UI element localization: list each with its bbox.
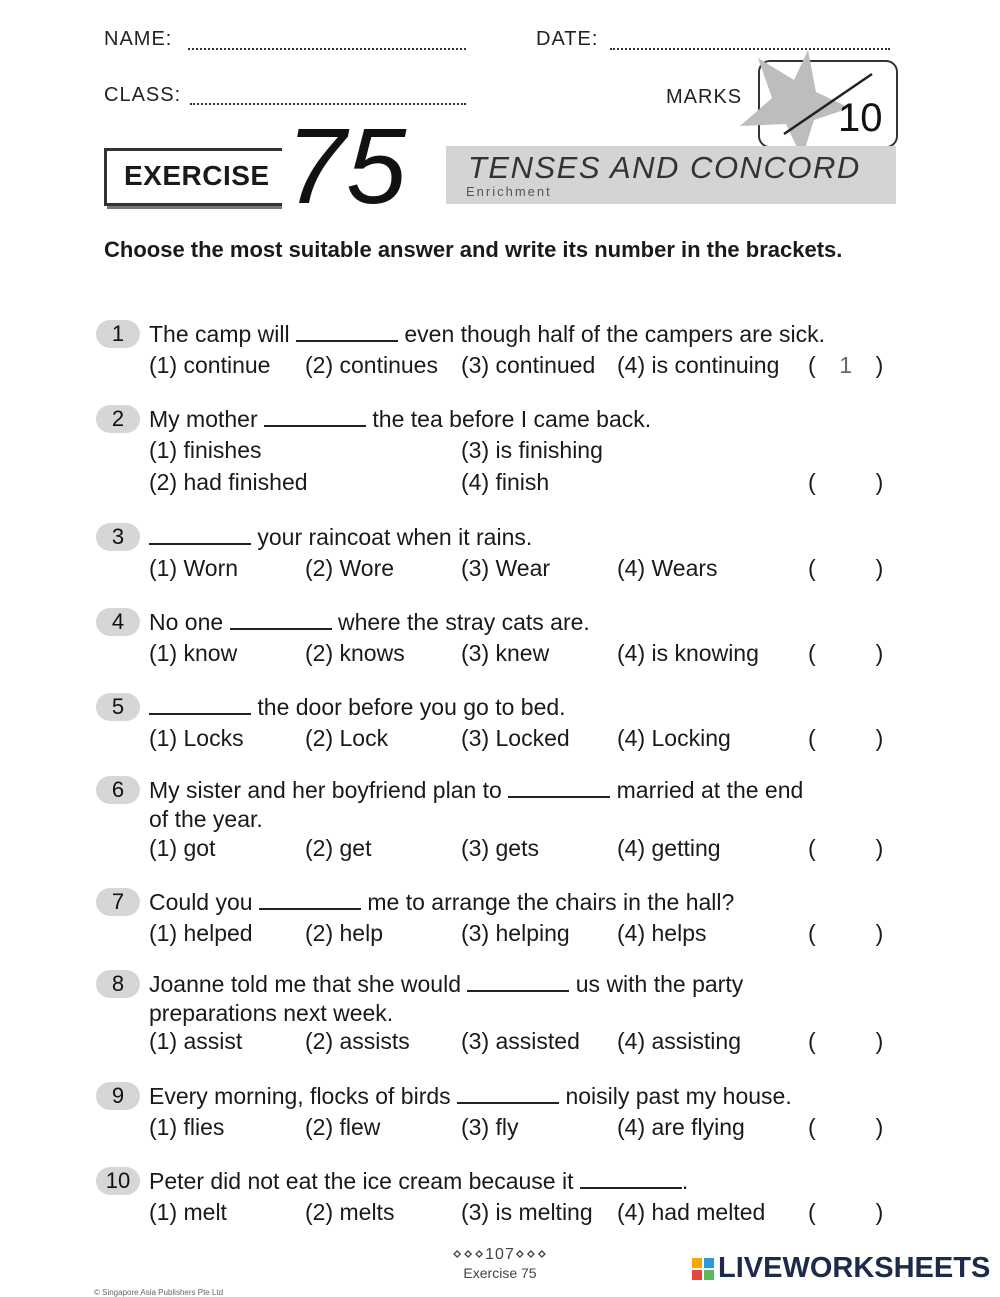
ornament-icon: ⋄⋄⋄ bbox=[514, 1246, 548, 1263]
option: (4) assisting bbox=[617, 1028, 741, 1054]
option: (4) helps bbox=[617, 920, 707, 946]
marks-total: 10 bbox=[838, 96, 883, 140]
option: (1) got bbox=[149, 835, 216, 861]
answer-bracket[interactable]: ( ) bbox=[808, 1114, 884, 1140]
option: (2) flew bbox=[305, 1114, 381, 1140]
question-text-continued: of the year. bbox=[149, 806, 263, 832]
option: (2) assists bbox=[305, 1028, 410, 1054]
answer-bracket[interactable]: ( ) bbox=[808, 835, 884, 861]
option: (3) Wear bbox=[461, 555, 551, 581]
question-text: My mother the tea before I came back. bbox=[149, 406, 652, 432]
question-text-continued: preparations next week. bbox=[149, 1000, 394, 1026]
option: (1) finishes bbox=[149, 437, 262, 463]
answer-bracket[interactable]: ( ) bbox=[808, 920, 884, 946]
answer-bracket[interactable]: ( ) bbox=[808, 469, 884, 495]
option: (3) fly bbox=[461, 1114, 519, 1140]
question-text: Every morning, flocks of birds noisily past my house. bbox=[149, 1083, 792, 1109]
answer-blank[interactable] bbox=[296, 322, 398, 342]
option: (3) knew bbox=[461, 640, 550, 666]
option: (4) are flying bbox=[617, 1114, 745, 1140]
option: (3) assisted bbox=[461, 1028, 580, 1054]
answer-blank[interactable] bbox=[508, 778, 610, 798]
option: (3) continued bbox=[461, 352, 596, 378]
exercise-reference: Exercise 75 bbox=[463, 1265, 537, 1281]
instructions: Choose the most suitable answer and write its number in the brackets. bbox=[104, 237, 843, 262]
option: (2) get bbox=[305, 835, 372, 861]
question-number: 9 bbox=[96, 1082, 140, 1110]
question-number: 10 bbox=[96, 1167, 140, 1195]
option: (4) Wears bbox=[617, 555, 718, 581]
answer-blank[interactable] bbox=[230, 610, 332, 630]
option: (2) had finished bbox=[149, 469, 308, 495]
option: (1) helped bbox=[149, 920, 253, 946]
answer-value[interactable]: 1 bbox=[839, 352, 853, 378]
question-number: 4 bbox=[96, 608, 140, 636]
question-number: 1 bbox=[96, 320, 140, 348]
question-number: 2 bbox=[96, 405, 140, 433]
question-text: The camp will even though half of the campers are sick. bbox=[149, 321, 826, 347]
question-text: the door before you go to bed. bbox=[149, 692, 566, 722]
name-label: NAME: bbox=[104, 28, 173, 50]
option: (3) Locked bbox=[461, 725, 570, 751]
copyright: © Singapore Asia Publishers Pte Ltd bbox=[94, 1288, 224, 1297]
option: (1) continue bbox=[149, 352, 271, 378]
option: (1) assist bbox=[149, 1028, 243, 1054]
question-text: My sister and her boyfriend plan to married at the end bbox=[149, 777, 804, 803]
exercise-title: TENSES AND CONCORD bbox=[468, 150, 861, 185]
question-text: Joanne told me that she would us with the party bbox=[149, 971, 744, 997]
option: (2) knows bbox=[305, 640, 405, 666]
answer-blank[interactable] bbox=[264, 407, 366, 427]
class-label: CLASS: bbox=[104, 84, 182, 106]
liveworksheets-logo-icon bbox=[692, 1258, 714, 1280]
answer-bracket[interactable]: ( ) bbox=[808, 1028, 884, 1054]
option: (2) melts bbox=[305, 1199, 395, 1225]
answer-bracket[interactable]: ( 1 ) bbox=[808, 352, 884, 378]
date-label: DATE: bbox=[536, 28, 599, 50]
option: (3) is finishing bbox=[461, 437, 603, 463]
question-text: Could you me to arrange the chairs in the hall? bbox=[149, 889, 735, 915]
page-number: ⋄⋄⋄107⋄⋄⋄ bbox=[452, 1246, 548, 1263]
option: (4) finish bbox=[461, 469, 550, 495]
ornament-icon: ⋄⋄⋄ bbox=[452, 1246, 486, 1263]
name-field[interactable] bbox=[188, 48, 466, 50]
option: (2) help bbox=[305, 920, 383, 946]
option: (2) Lock bbox=[305, 725, 389, 751]
question-text: Peter did not eat the ice cream because it . bbox=[149, 1168, 689, 1194]
option: (4) is continuing bbox=[617, 352, 780, 378]
question-number: 7 bbox=[96, 888, 140, 916]
option: (3) gets bbox=[461, 835, 539, 861]
exercise-subtitle: Enrichment bbox=[466, 184, 552, 199]
answer-blank[interactable] bbox=[467, 972, 569, 992]
exercise-label: EXERCISE bbox=[124, 160, 270, 191]
option: (4) Locking bbox=[617, 725, 731, 751]
question-number: 5 bbox=[96, 693, 140, 721]
answer-bracket[interactable]: ( ) bbox=[808, 725, 884, 751]
question-number: 3 bbox=[96, 523, 140, 551]
option: (4) getting bbox=[617, 835, 721, 861]
option: (4) had melted bbox=[617, 1199, 766, 1225]
exercise-number: 75 bbox=[282, 112, 410, 220]
marks-label: MARKS bbox=[666, 86, 743, 108]
question-text: your raincoat when it rains. bbox=[149, 522, 532, 552]
option: (1) Locks bbox=[149, 725, 244, 751]
option: (1) melt bbox=[149, 1199, 227, 1225]
option: (1) know bbox=[149, 640, 238, 666]
answer-bracket[interactable]: ( ) bbox=[808, 640, 884, 666]
brand-name: LIVEWORKSHEETS bbox=[718, 1252, 991, 1284]
option: (2) continues bbox=[305, 352, 438, 378]
question-number: 6 bbox=[96, 776, 140, 804]
option: (2) Wore bbox=[305, 555, 395, 581]
answer-blank[interactable] bbox=[149, 695, 251, 715]
answer-blank[interactable] bbox=[457, 1084, 559, 1104]
option: (1) Worn bbox=[149, 555, 239, 581]
answer-blank[interactable] bbox=[580, 1169, 682, 1189]
question-number: 8 bbox=[96, 970, 140, 998]
option: (1) flies bbox=[149, 1114, 225, 1140]
option: (3) helping bbox=[461, 920, 570, 946]
answer-blank[interactable] bbox=[149, 525, 251, 545]
option: (4) is knowing bbox=[617, 640, 759, 666]
answer-bracket[interactable]: ( ) bbox=[808, 1199, 884, 1225]
question-text: No one where the stray cats are. bbox=[149, 609, 590, 635]
option: (3) is melting bbox=[461, 1199, 593, 1225]
answer-blank[interactable] bbox=[259, 890, 361, 910]
answer-bracket[interactable]: ( ) bbox=[808, 555, 884, 581]
